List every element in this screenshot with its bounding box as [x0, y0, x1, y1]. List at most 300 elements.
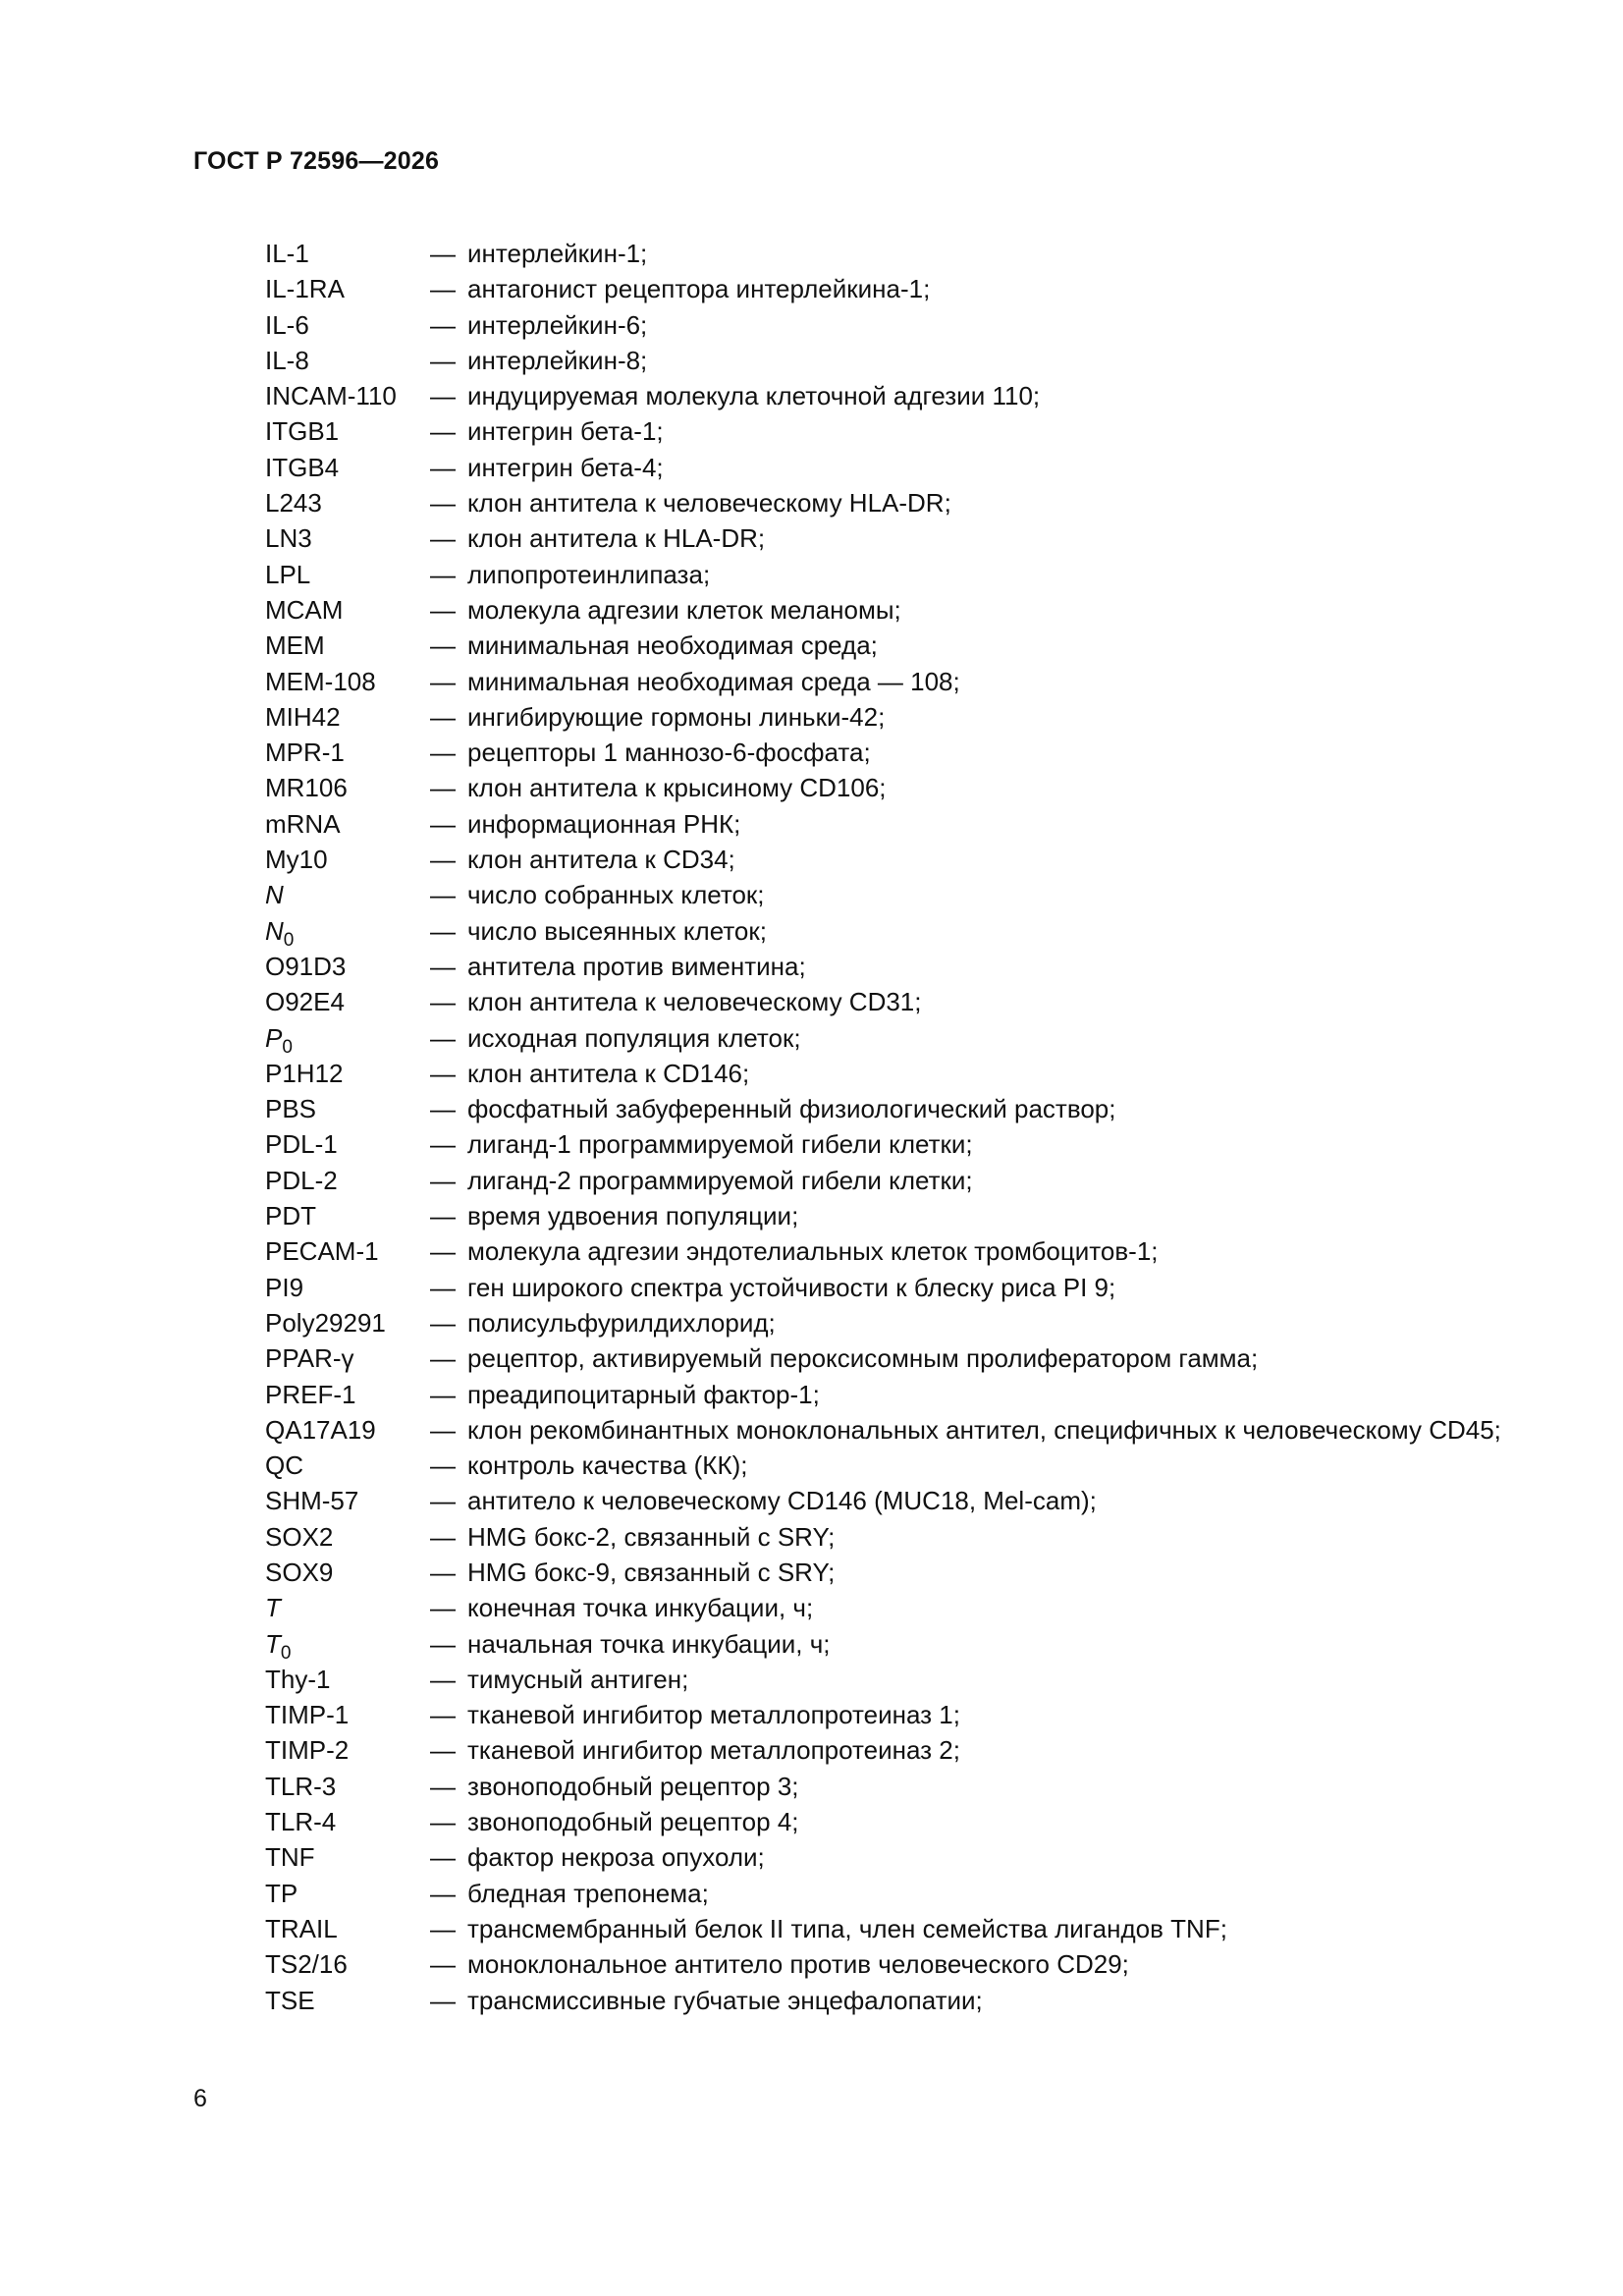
definition-dash: —	[430, 1486, 456, 1516]
abbreviation-definition	[430, 1483, 1542, 1518]
abbreviation-term	[265, 1983, 430, 2018]
abbreviation-term	[265, 842, 430, 877]
definition-dash: —	[430, 488, 456, 519]
abbreviation-definition	[430, 271, 1542, 306]
abbreviation-row	[265, 806, 1542, 842]
abbreviation-row	[265, 949, 1542, 984]
abbreviation-term	[265, 1483, 430, 1518]
definition-dash: —	[430, 416, 456, 447]
definition-text: липопротеинлипаза;	[467, 559, 711, 589]
abbreviation-term	[265, 1091, 430, 1126]
abbreviation-term	[265, 1946, 430, 1982]
abbreviation-list	[265, 236, 1542, 2018]
definition-text: начальная точка инкубации, ч;	[467, 1628, 831, 1659]
abbreviation-definition	[430, 1233, 1542, 1269]
abbreviation-row	[265, 236, 1542, 271]
definition-dash: —	[430, 951, 456, 981]
definition-dash: —	[430, 1129, 456, 1160]
abbreviation-term-symbol: My10	[265, 845, 328, 875]
abbreviation-definition	[430, 842, 1542, 877]
abbreviation-definition	[430, 735, 1542, 770]
definition-text: рецепторы 1 маннозо-6-фосфата;	[467, 738, 871, 768]
abbreviation-row	[265, 378, 1542, 413]
definition-dash: —	[430, 1913, 456, 1943]
abbreviation-definition	[430, 1377, 1542, 1412]
abbreviation-row	[265, 413, 1542, 449]
abbreviation-definition	[430, 485, 1542, 520]
abbreviation-definition	[430, 1305, 1542, 1340]
abbreviation-definition	[430, 877, 1542, 912]
abbreviation-definition	[430, 770, 1542, 805]
definition-dash: —	[430, 738, 456, 768]
abbreviation-row	[265, 1732, 1542, 1768]
abbreviation-term-symbol: PBS	[265, 1094, 317, 1124]
abbreviation-term-symbol: TLR-4	[265, 1807, 337, 1837]
abbreviation-definition	[430, 1163, 1542, 1198]
abbreviation-definition	[430, 1804, 1542, 1839]
definition-text: время удвоения популяции;	[467, 1201, 799, 1231]
abbreviation-term	[265, 1198, 430, 1233]
abbreviation-row	[265, 1839, 1542, 1875]
definition-dash: —	[430, 1985, 456, 2015]
abbreviation-term-symbol: N	[265, 880, 284, 910]
abbreviation-row	[265, 520, 1542, 556]
abbreviation-term	[265, 1305, 430, 1340]
definition-text: клон рекомбинантных моноклональных антител, специфичных к человеческому CD45;	[467, 1414, 1501, 1445]
abbreviation-term-symbol: PREF-1	[265, 1379, 356, 1409]
abbreviation-term-symbol: SOX2	[265, 1521, 334, 1552]
abbreviation-row	[265, 984, 1542, 1019]
abbreviation-definition	[430, 1126, 1542, 1162]
abbreviation-term-symbol: PDL-1	[265, 1129, 338, 1160]
abbreviation-term	[265, 1662, 430, 1697]
definition-text: контроль качества (КК);	[467, 1450, 748, 1481]
definition-text: моноклональное антитело против человеческого CD29;	[467, 1949, 1129, 1980]
definition-text: клон антитела к крысиному CD106;	[467, 773, 887, 803]
abbreviation-term	[265, 735, 430, 770]
abbreviation-term	[265, 1519, 430, 1555]
abbreviation-term	[265, 450, 430, 485]
abbreviation-row	[265, 1804, 1542, 1839]
abbreviation-term	[265, 699, 430, 735]
abbreviation-row	[265, 770, 1542, 805]
abbreviation-term	[265, 236, 430, 271]
definition-dash: —	[430, 1058, 456, 1088]
abbreviation-row	[265, 1876, 1542, 1911]
definition-dash: —	[430, 701, 456, 732]
abbreviation-definition	[430, 413, 1542, 449]
abbreviation-definition	[430, 1590, 1542, 1625]
abbreviation-term	[265, 343, 430, 378]
abbreviation-term-symbol: mRNA	[265, 808, 341, 839]
definition-text: антитело к человеческому CD146 (MUC18, Mel-cam);	[467, 1486, 1097, 1516]
abbreviation-definition	[430, 343, 1542, 378]
abbreviation-row	[265, 664, 1542, 699]
definition-dash: —	[430, 239, 456, 268]
definition-dash: —	[430, 1700, 456, 1730]
definition-text: бледная трепонема;	[467, 1878, 709, 1908]
abbreviation-term	[265, 1163, 430, 1198]
abbreviation-row	[265, 1377, 1542, 1412]
definition-text: лиганд-1 программируемой гибели клетки;	[467, 1129, 973, 1160]
definition-dash: —	[430, 1236, 456, 1267]
abbreviation-definition	[430, 1983, 1542, 2018]
abbreviation-term-symbol: ITGB1	[265, 416, 340, 447]
abbreviation-term-symbol: Thy-1	[265, 1664, 331, 1694]
abbreviation-definition	[430, 236, 1542, 271]
abbreviation-definition	[430, 1270, 1542, 1305]
abbreviation-definition	[430, 1555, 1542, 1590]
abbreviation-term	[265, 1590, 430, 1625]
abbreviation-term-symbol: MIH42	[265, 701, 341, 732]
abbreviation-term-symbol: PDT	[265, 1201, 316, 1231]
abbreviation-definition	[430, 1091, 1542, 1126]
definition-text: клон антитела к человеческому CD31;	[467, 987, 922, 1017]
document-header: ГОСТ Р 72596—2026	[193, 147, 440, 175]
abbreviation-row	[265, 1340, 1542, 1376]
abbreviation-definition	[430, 307, 1542, 343]
abbreviation-term	[265, 592, 430, 628]
definition-text: исходная популяция клеток;	[467, 1022, 801, 1053]
definition-text: ингибирующие гормоны линьки-42;	[467, 701, 886, 732]
definition-dash: —	[430, 1414, 456, 1445]
abbreviation-term-symbol: MEM-108	[265, 666, 376, 696]
abbreviation-definition	[430, 1020, 1542, 1056]
abbreviation-definition	[430, 664, 1542, 699]
definition-text: рецептор, активируемый пероксисомным пролифератором гамма;	[467, 1343, 1259, 1374]
definition-dash: —	[430, 1272, 456, 1302]
definition-text: ген широкого спектра устойчивости к блеску риса PI 9;	[467, 1272, 1116, 1302]
abbreviation-definition	[430, 1662, 1542, 1697]
definition-dash: —	[430, 773, 456, 803]
abbreviation-definition	[430, 1626, 1542, 1662]
abbreviation-term	[265, 1020, 430, 1056]
abbreviation-term-symbol: T	[265, 1593, 281, 1623]
abbreviation-row	[265, 1270, 1542, 1305]
abbreviation-row	[265, 1911, 1542, 1946]
abbreviation-term-subscript: 0	[280, 1642, 292, 1664]
definition-dash: —	[430, 1379, 456, 1409]
abbreviation-definition	[430, 806, 1542, 842]
abbreviation-definition	[430, 949, 1542, 984]
abbreviation-term	[265, 1412, 430, 1448]
abbreviation-term-symbol: PPAR-γ	[265, 1343, 354, 1374]
abbreviation-term	[265, 1769, 430, 1804]
abbreviation-term	[265, 378, 430, 413]
abbreviation-term-subscript: 0	[283, 929, 295, 951]
abbreviation-row	[265, 1448, 1542, 1483]
abbreviation-term	[265, 520, 430, 556]
abbreviation-row	[265, 1091, 1542, 1126]
abbreviation-term	[265, 628, 430, 663]
definition-dash: —	[430, 1664, 456, 1694]
abbreviation-definition	[430, 913, 1542, 949]
definition-dash: —	[430, 274, 456, 304]
abbreviation-row	[265, 1983, 1542, 2018]
abbreviation-definition	[430, 699, 1542, 735]
abbreviation-term-symbol: TIMP-2	[265, 1735, 350, 1766]
abbreviation-definition	[430, 1056, 1542, 1091]
definition-text: антитела против виментина;	[467, 951, 806, 981]
abbreviation-term-symbol: N	[265, 915, 284, 946]
definition-dash: —	[430, 345, 456, 375]
definition-dash: —	[430, 845, 456, 875]
abbreviation-row	[265, 1519, 1542, 1555]
abbreviation-definition	[430, 592, 1542, 628]
definition-text: интерлейкин-8;	[467, 345, 648, 375]
definition-text: информационная РНК;	[467, 808, 741, 839]
abbreviation-term	[265, 1056, 430, 1091]
abbreviation-term-symbol: SHM-57	[265, 1486, 359, 1516]
definition-text: лиганд-2 программируемой гибели клетки;	[467, 1165, 973, 1195]
definition-dash: —	[430, 987, 456, 1017]
abbreviation-term-symbol: IL-1	[265, 239, 309, 268]
abbreviation-row	[265, 735, 1542, 770]
definition-dash: —	[430, 1842, 456, 1873]
definition-dash: —	[430, 630, 456, 661]
abbreviation-definition	[430, 520, 1542, 556]
definition-dash: —	[430, 1628, 456, 1659]
definition-text: индуцируемая молекула клеточной адгезии 110;	[467, 381, 1041, 411]
abbreviation-term	[265, 1804, 430, 1839]
abbreviation-term	[265, 1270, 430, 1305]
abbreviation-term	[265, 1911, 430, 1946]
abbreviation-term	[265, 806, 430, 842]
abbreviation-definition	[430, 1911, 1542, 1946]
abbreviation-row	[265, 592, 1542, 628]
abbreviation-definition	[430, 1340, 1542, 1376]
abbreviation-term-symbol: INCAM-110	[265, 381, 397, 411]
definition-dash: —	[430, 1557, 456, 1587]
abbreviation-term-symbol: P1H12	[265, 1058, 344, 1088]
definition-text: клон антитела к человеческому HLA-DR;	[467, 488, 951, 519]
definition-dash: —	[430, 452, 456, 482]
abbreviation-term	[265, 664, 430, 699]
abbreviation-term-symbol: LN3	[265, 523, 312, 554]
abbreviation-term	[265, 1626, 430, 1662]
abbreviation-term	[265, 1233, 430, 1269]
abbreviation-definition	[430, 1198, 1542, 1233]
abbreviation-term	[265, 271, 430, 306]
definition-dash: —	[430, 1949, 456, 1980]
definition-text: интегрин бета-1;	[467, 416, 664, 447]
abbreviation-term-symbol: PI9	[265, 1272, 304, 1302]
abbreviation-row	[265, 1020, 1542, 1056]
definition-dash: —	[430, 1521, 456, 1552]
abbreviation-term-symbol: O91D3	[265, 951, 347, 981]
definition-dash: —	[430, 1878, 456, 1908]
definition-text: интерлейкин-1;	[467, 239, 648, 268]
abbreviation-term	[265, 913, 430, 949]
abbreviation-term-symbol: PDL-2	[265, 1165, 338, 1195]
definition-text: HMG бокс-9, связанный с SRY;	[467, 1557, 836, 1587]
definition-dash: —	[430, 915, 456, 946]
abbreviation-row	[265, 1056, 1542, 1091]
abbreviation-row	[265, 1163, 1542, 1198]
abbreviation-row	[265, 1555, 1542, 1590]
definition-dash: —	[430, 309, 456, 340]
abbreviation-term	[265, 1340, 430, 1376]
abbreviation-row	[265, 1626, 1542, 1662]
abbreviation-term	[265, 413, 430, 449]
abbreviation-row	[265, 628, 1542, 663]
abbreviation-term	[265, 984, 430, 1019]
abbreviation-term	[265, 877, 430, 912]
definition-text: трансмиссивные губчатые энцефалопатии;	[467, 1985, 983, 2015]
abbreviation-definition	[430, 1519, 1542, 1555]
abbreviation-term-symbol: PECAM-1	[265, 1236, 379, 1267]
definition-text: фосфатный забуференный физиологический раствор;	[467, 1094, 1116, 1124]
abbreviation-term-symbol: MCAM	[265, 594, 344, 625]
abbreviation-term-symbol: TS2/16	[265, 1949, 348, 1980]
definition-dash: —	[430, 1593, 456, 1623]
definition-dash: —	[430, 1165, 456, 1195]
abbreviation-term-symbol: Poly29291	[265, 1307, 386, 1338]
abbreviation-definition	[430, 1839, 1542, 1875]
abbreviation-term-symbol: IL-1RA	[265, 274, 345, 304]
definition-text: тканевой ингибитор металлопротеиназ 2;	[467, 1735, 960, 1766]
definition-dash: —	[430, 381, 456, 411]
abbreviation-definition	[430, 450, 1542, 485]
definition-text: тканевой ингибитор металлопротеиназ 1;	[467, 1700, 960, 1730]
abbreviation-row	[265, 1590, 1542, 1625]
definition-text: полисульфурилдихлорид;	[467, 1307, 776, 1338]
abbreviation-term-symbol: QA17A19	[265, 1414, 376, 1445]
abbreviation-term-symbol: O92E4	[265, 987, 345, 1017]
definition-text: интегрин бета-4;	[467, 452, 664, 482]
definition-dash: —	[430, 1022, 456, 1053]
definition-text: минимальная необходимая среда — 108;	[467, 666, 960, 696]
abbreviation-definition	[430, 984, 1542, 1019]
abbreviation-term-symbol: L243	[265, 488, 322, 519]
definition-text: звоноподобный рецептор 4;	[467, 1807, 799, 1837]
definition-text: клон антитела к CD34;	[467, 845, 735, 875]
abbreviation-row	[265, 1305, 1542, 1340]
abbreviation-definition	[430, 1876, 1542, 1911]
abbreviation-term	[265, 1126, 430, 1162]
abbreviation-row	[265, 307, 1542, 343]
abbreviation-term	[265, 1876, 430, 1911]
abbreviation-definition	[430, 1769, 1542, 1804]
definition-text: число высеянных клеток;	[467, 915, 767, 946]
abbreviation-row	[265, 1662, 1542, 1697]
definition-text: клон антитела к CD146;	[467, 1058, 750, 1088]
abbreviation-term-symbol: TP	[265, 1878, 298, 1908]
definition-text: трансмембранный белок II типа, член семейства лигандов TNF;	[467, 1913, 1227, 1943]
abbreviation-term-symbol: QC	[265, 1450, 303, 1481]
abbreviation-row	[265, 1198, 1542, 1233]
abbreviation-term	[265, 485, 430, 520]
abbreviation-row	[265, 1946, 1542, 1982]
abbreviation-definition	[430, 628, 1542, 663]
abbreviation-term	[265, 949, 430, 984]
abbreviation-term	[265, 557, 430, 592]
abbreviation-row	[265, 1126, 1542, 1162]
abbreviation-term	[265, 770, 430, 805]
definition-dash: —	[430, 1343, 456, 1374]
abbreviation-term	[265, 1839, 430, 1875]
abbreviation-row	[265, 271, 1542, 306]
abbreviation-row	[265, 343, 1542, 378]
abbreviation-term-symbol: TRAIL	[265, 1913, 338, 1943]
abbreviation-term-subscript: 0	[282, 1036, 293, 1058]
definition-text: молекула адгезии клеток меланомы;	[467, 594, 901, 625]
abbreviation-row	[265, 1412, 1542, 1448]
definition-text: конечная точка инкубации, ч;	[467, 1593, 814, 1623]
definition-text: антагонист рецептора интерлейкина-1;	[467, 274, 931, 304]
definition-text: клон антитела к HLA-DR;	[467, 523, 766, 554]
abbreviation-definition	[430, 1412, 1542, 1448]
abbreviation-term-symbol: MPR-1	[265, 738, 345, 768]
abbreviation-row	[265, 485, 1542, 520]
definition-text: число собранных клеток;	[467, 880, 765, 910]
abbreviation-term	[265, 307, 430, 343]
definition-dash: —	[430, 1735, 456, 1766]
abbreviation-term-symbol: SOX9	[265, 1557, 334, 1587]
abbreviation-row	[265, 1769, 1542, 1804]
abbreviation-definition	[430, 1448, 1542, 1483]
definition-text: молекула адгезии эндотелиальных клеток тромбоцитов-1;	[467, 1236, 1159, 1267]
abbreviation-row	[265, 842, 1542, 877]
abbreviation-term-symbol: T	[265, 1628, 281, 1659]
definition-text: интерлейкин-6;	[467, 309, 648, 340]
abbreviation-definition	[430, 378, 1542, 413]
abbreviation-row	[265, 1483, 1542, 1518]
abbreviation-term-symbol: TSE	[265, 1985, 315, 2015]
definition-text: тимусный антиген;	[467, 1664, 689, 1694]
definition-dash: —	[430, 1307, 456, 1338]
abbreviation-definition	[430, 1946, 1542, 1982]
definition-dash: —	[430, 880, 456, 910]
definition-dash: —	[430, 666, 456, 696]
abbreviation-row	[265, 557, 1542, 592]
abbreviation-term-symbol: P	[265, 1022, 283, 1053]
abbreviation-term-symbol: MEM	[265, 630, 325, 661]
definition-dash: —	[430, 1094, 456, 1124]
definition-dash: —	[430, 594, 456, 625]
abbreviation-row	[265, 450, 1542, 485]
definition-text: звоноподобный рецептор 3;	[467, 1771, 799, 1801]
abbreviation-definition	[430, 1732, 1542, 1768]
abbreviation-term	[265, 1732, 430, 1768]
abbreviation-term-symbol: IL-6	[265, 309, 309, 340]
abbreviation-definition	[430, 1697, 1542, 1732]
abbreviation-term-symbol: TIMP-1	[265, 1700, 350, 1730]
abbreviation-row	[265, 1697, 1542, 1732]
abbreviation-term-symbol: TLR-3	[265, 1771, 337, 1801]
abbreviation-term	[265, 1697, 430, 1732]
definition-dash: —	[430, 1771, 456, 1801]
abbreviation-row	[265, 1233, 1542, 1269]
abbreviation-row	[265, 699, 1542, 735]
abbreviation-row	[265, 913, 1542, 949]
definition-dash: —	[430, 1807, 456, 1837]
abbreviation-term-symbol: LPL	[265, 559, 311, 589]
page-number: 6	[193, 2085, 207, 2112]
abbreviation-term	[265, 1555, 430, 1590]
abbreviation-term-symbol: TNF	[265, 1842, 315, 1873]
abbreviation-term	[265, 1377, 430, 1412]
definition-dash: —	[430, 808, 456, 839]
definition-text: HMG бокс-2, связанный с SRY;	[467, 1521, 836, 1552]
definition-dash: —	[430, 1201, 456, 1231]
definition-dash: —	[430, 523, 456, 554]
abbreviation-row	[265, 877, 1542, 912]
abbreviation-term	[265, 1448, 430, 1483]
definition-text: фактор некроза опухоли;	[467, 1842, 765, 1873]
abbreviation-term-symbol: MR106	[265, 773, 348, 803]
definition-text: преадипоцитарный фактор-1;	[467, 1379, 820, 1409]
